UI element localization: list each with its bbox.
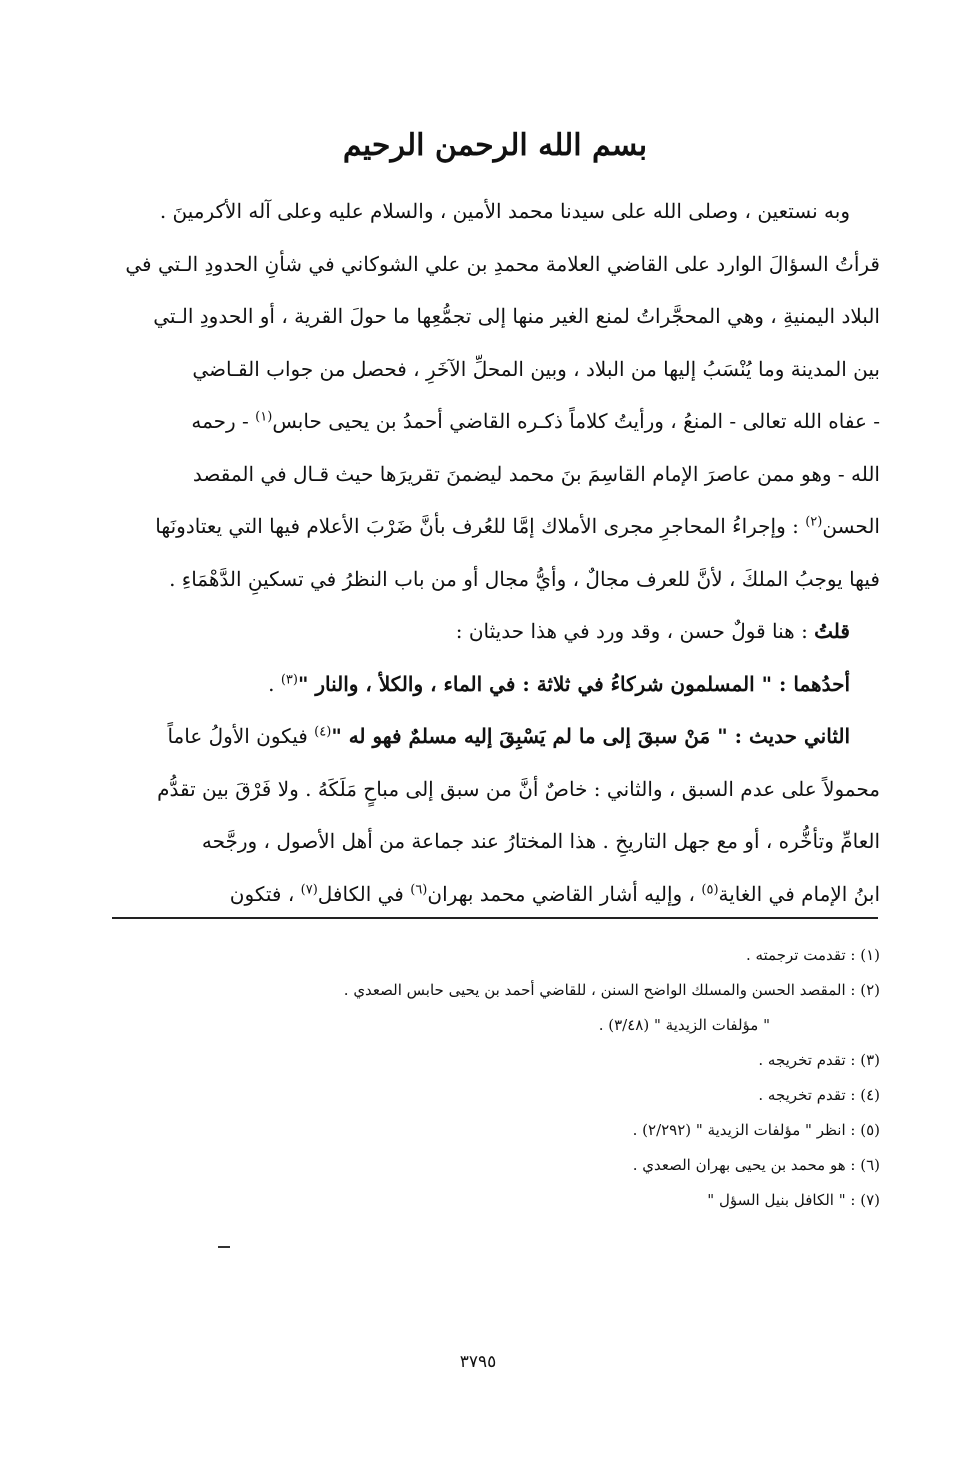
second-hadith-label: الثاني حديث <box>748 724 850 748</box>
text-line: قرأتُ السؤالَ الوارد على القاضي العلامة محمدِ بن علي الشوكاني في شأنِ الحدودِ الـتي في <box>125 251 880 276</box>
footnote-2-continued: " مؤلفات الزيدية " (٣/٤٨) . <box>598 1016 770 1034</box>
text-segment: ، فتكون <box>229 881 301 906</box>
footnote-6: (٦) : هو محمد بن يحيى بهران الصعدي . <box>632 1156 880 1174</box>
text-segment: - رحمه <box>191 409 256 433</box>
footnote-separator <box>112 917 878 919</box>
footnotes <box>110 938 880 1218</box>
footnote-5: (٥) : انظر " مؤلفات الزيدية " (٢/٢٩٢) . <box>632 1121 880 1139</box>
text-segment: الحسن <box>822 514 880 538</box>
text-line <box>110 395 880 448</box>
footnote-7: (٧) : " الكافل بنيل السؤل " <box>707 1191 880 1209</box>
footnote-ref-6[interactable]: (٦) <box>410 881 428 897</box>
text-segment: - عفاه الله تعالى - المنعُ ، ورأيتُ كلاماً ذكـره القاضي أحمدُ بن يحيى حابس <box>272 409 880 433</box>
text-line <box>110 710 880 763</box>
footnote-ref-2[interactable]: (٢) <box>805 514 823 530</box>
qultu-label: قلتُ <box>814 619 850 643</box>
footnote-ref-4[interactable]: (٤) <box>314 724 332 740</box>
text-line: البلاد اليمنيةِ ، وهي المحجَّراتُ لمنع الغير منها إلى تجمُّعِها ما حولَ القرية ، أو الحدودِ الـتي <box>153 304 880 328</box>
footnote-3: (٣) : تقدم تخريجه . <box>758 1051 880 1069</box>
text-line <box>110 605 880 658</box>
text-line: محمولاً على عدم السبق ، والثاني : خاصٌ أنَّ من سبق إلى مباحٍ مَلَكَهُ . ولا فَرْقَ بين تقدُّم <box>157 776 880 801</box>
footnote-2: (٢) : المقصد الحسن والمسلك الواضح السنن ، للقاضي أحمد بن يحيى حابس الصعدي . <box>343 981 880 999</box>
text-segment: فيكون الأولُ عاماً <box>167 724 315 748</box>
main-text <box>110 185 880 920</box>
footnote-ref-7[interactable]: (٧) <box>300 881 318 897</box>
text-segment: : هنا قولٌ حسن ، وقد ورد في هذا حديثان : <box>455 619 815 643</box>
text-segment: ، وإليه أشار القاضي محمد بهران <box>427 881 702 906</box>
text-line <box>110 500 880 553</box>
footnote-ref-5[interactable]: (٥) <box>701 881 719 897</box>
text-segment: ابنُ الإمام في الغاية <box>718 881 880 906</box>
text-line: الله - وهو ممن عاصرَ الإمام القاسِمَ بنَ محمد ليضمنَ تقريرَها حيث قـال في المقصد <box>192 461 880 486</box>
footnote-ref-1[interactable]: (١) <box>255 409 273 425</box>
basmala-heading: بسم الله الرحمن الرحيم <box>342 128 648 163</box>
text-line: بين المدينة وما يُنْسَبُ إليها من البلاد ، وبين المحلِّ الآخَرِ ، فحصل من جواب القـاضي <box>192 356 880 381</box>
page-number: ٣٧٩٥ <box>459 1352 497 1372</box>
second-hadith-text: : " مَنْ سبقَ إلى ما لم يَسْبِقَ إليه مسلمٌ فهو له " <box>331 724 749 748</box>
text-line: وبه نستعين ، وصلى الله على سيدنا محمد الأمين ، والسلام عليه وعلى آله الأكرمينَ . <box>159 199 850 223</box>
first-hadith-label: أحدُهما <box>793 671 850 696</box>
dash-mark <box>218 1246 230 1248</box>
footnote-4: (٤) : تقدم تخريجه . <box>758 1086 880 1104</box>
footnote-ref-3[interactable]: (٣) <box>280 671 298 687</box>
text-line: العامِّ وتأخُّره ، أو مع جهل التاريخِ . هذا المختارُ عند جماعة من أهل الأصول ، ورجَّحه <box>201 829 880 853</box>
text-line <box>110 658 880 711</box>
text-segment: . <box>268 671 281 696</box>
text-segment: : وإجراءُ المحاجرِ مجرى الأملاك إمَّا للعُرف بأنَّ ضَرْبَ الأعلام فيها التي يعتادونَها <box>155 514 806 538</box>
text-line: فيها يوجبُ الملكَ ، لأنَّ للعرف مجالٌ ، وأيُّ مجال أو من باب النظرُ في تسكينِ الدَّهْمَاءِ . <box>169 566 880 591</box>
text-segment: في الكافل <box>317 881 411 906</box>
text-line <box>110 868 880 921</box>
first-hadith-text: : " المسلمون شركاءُ في ثلاثة : في الماء ، والكلأ ، والنار " <box>297 671 794 696</box>
footnote-1: (١) : تقدمت ترجمته . <box>745 946 880 964</box>
